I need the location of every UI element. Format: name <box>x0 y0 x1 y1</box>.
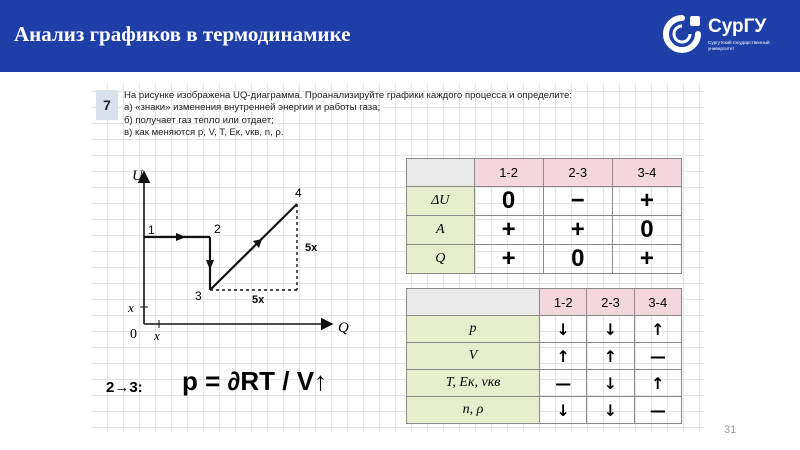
table-cell: − <box>543 187 612 216</box>
table-cell: — <box>634 397 681 424</box>
table-row <box>407 316 682 343</box>
table-cell: 0 <box>474 187 543 216</box>
task-number: 7 <box>96 90 118 120</box>
surgu-logo-icon <box>660 12 704 56</box>
table-header-cell: 2-3 <box>543 159 612 187</box>
table-cell: ↓ <box>540 397 587 424</box>
table-cell: + <box>543 216 612 245</box>
table-cell: — <box>540 370 587 397</box>
row-label: A <box>407 216 475 245</box>
table-row <box>407 187 682 216</box>
row-label: n, ρ <box>407 397 540 424</box>
table-row <box>407 397 682 424</box>
axis-label-u: U <box>132 168 143 184</box>
task-worksheet <box>92 84 704 432</box>
label-horizontal-5x: 5x <box>252 294 265 306</box>
table-header-row <box>407 159 682 187</box>
formula-rhs: p = ∂RT / V↑ <box>182 366 328 396</box>
table-corner-cell <box>407 159 475 187</box>
row-label: ΔU <box>407 187 475 216</box>
row-label: p <box>407 316 540 343</box>
table-header-cell: 2-3 <box>587 289 634 316</box>
point-label: 2 <box>214 222 221 236</box>
label-vertical-5x: 5x <box>305 242 318 254</box>
tick-label-y: x <box>128 300 134 315</box>
table-header-cell: 3-4 <box>634 289 681 316</box>
table-cell: ↑ <box>540 343 587 370</box>
formula-lhs: 2→3: <box>106 379 143 396</box>
table-cell: + <box>612 187 681 216</box>
sign-table <box>406 158 682 274</box>
row-label: V <box>407 343 540 370</box>
origin-label: 0 <box>130 327 137 342</box>
table-row <box>407 245 682 274</box>
parameter-table <box>406 288 682 424</box>
logo-name: СурГУ <box>708 16 767 37</box>
table-header-cell: 1-2 <box>474 159 543 187</box>
table-row <box>407 370 682 397</box>
slide-header <box>0 0 800 72</box>
surgu-logo <box>660 12 788 60</box>
table-cell: 0 <box>543 245 612 274</box>
page-number: 31 <box>724 424 737 436</box>
table-cell: + <box>612 245 681 274</box>
table-header-cell: 3-4 <box>612 159 681 187</box>
arrow-1-2-icon <box>176 233 186 241</box>
axis-label-q: Q <box>338 320 349 336</box>
table-cell: ↓ <box>587 316 634 343</box>
table-row <box>407 343 682 370</box>
task-line: На рисунке изображена UQ-диаграмма. Проанализируйте графики каждого процесса и определите: <box>124 90 572 101</box>
table-cell: ↓ <box>587 397 634 424</box>
tick-label-x: x <box>154 328 160 343</box>
table-header-cell: 1-2 <box>540 289 587 316</box>
task-line: в) как меняются p, V, T, Eк, vкв, n, ρ. <box>124 127 284 139</box>
table-row <box>407 216 682 245</box>
table-cell: ↑ <box>587 343 634 370</box>
table-cell: — <box>634 343 681 370</box>
point-label: 1 <box>148 223 155 237</box>
row-label: T, Eк, vкв <box>407 370 540 397</box>
task-line: а) «знаки» изменения внутренней энергии и работы газа; <box>124 102 381 114</box>
table-cell: ↑ <box>634 370 681 397</box>
arrow-2-3-icon <box>206 260 214 270</box>
table-cell: ↑ <box>634 316 681 343</box>
process-3-4 <box>210 204 297 290</box>
table-corner-cell <box>407 289 540 316</box>
logo-subtitle: Сургутский государственный университет <box>708 40 770 51</box>
table-cell: + <box>474 245 543 274</box>
point-label: 4 <box>295 186 302 200</box>
row-label: Q <box>407 245 475 274</box>
table-cell: ↓ <box>540 316 587 343</box>
task-line: б) получает газ тепло или отдает; <box>124 114 274 126</box>
point-label: 3 <box>195 289 202 303</box>
table-cell: 0 <box>612 216 681 245</box>
slide-title: Анализ графиков в термодинамике <box>14 22 351 46</box>
table-header-row <box>407 289 682 316</box>
table-cell: + <box>474 216 543 245</box>
table-cell: ↓ <box>587 370 634 397</box>
